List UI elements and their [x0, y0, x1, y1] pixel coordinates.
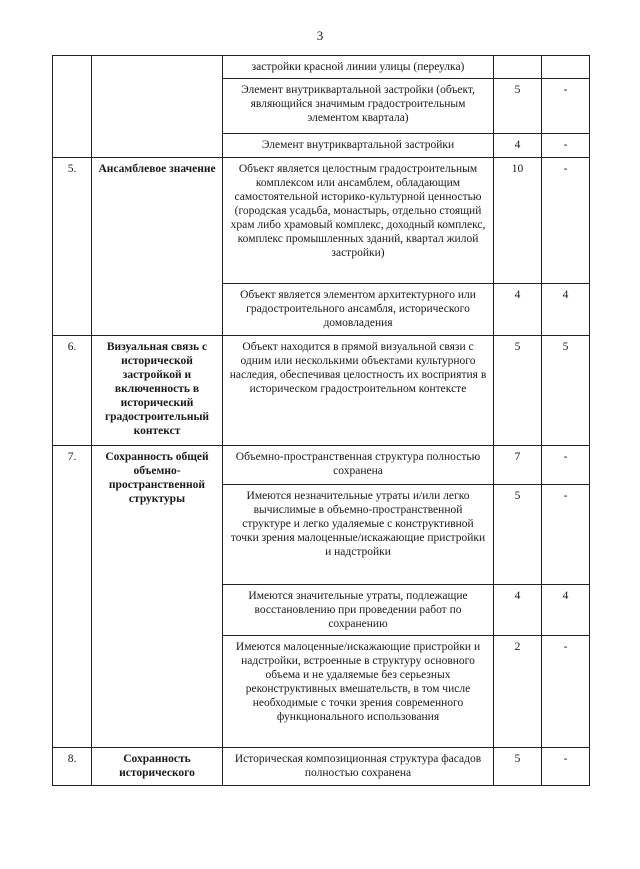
- score-primary: 4: [494, 585, 542, 636]
- table-row: [53, 336, 590, 446]
- score-primary: 7: [494, 446, 542, 485]
- section-name: Визуальная связь с исторической застройкой и включенность в исторический градостроительный контекст: [92, 336, 223, 446]
- criteria-table: [52, 55, 590, 786]
- criterion-description: Элемент внутриквартальной застройки: [223, 134, 494, 158]
- criterion-description: Элемент внутриквартальной застройки (объект, являющийся значимым градостроительным элементом квартала): [223, 79, 494, 134]
- score-secondary: -: [542, 485, 590, 585]
- score-secondary: 4: [542, 585, 590, 636]
- table-row: [53, 56, 590, 79]
- score-secondary: -: [542, 748, 590, 786]
- criterion-description: застройки красной линии улицы (переулка): [223, 56, 494, 79]
- score-secondary: 4: [542, 284, 590, 336]
- score-primary: 4: [494, 284, 542, 336]
- section-name: Сохранность исторического: [92, 748, 223, 786]
- score-secondary: [542, 56, 590, 79]
- section-number: 8.: [53, 748, 92, 786]
- section-number-cell: [53, 56, 92, 158]
- table-row: [53, 748, 590, 786]
- criterion-description: Объект является элементом архитектурного или градостроительного ансамбля, исторического домовладения: [223, 284, 494, 336]
- criterion-description: Объект является целостным градостроительным комплексом или ансамблем, обладающим самостоятельной историко-культурной ценностью (городская усадьба, монастырь, отдельно стоящий храм либо храмовый комплекс, доходный комплекс, комплекс промышленных зданий, квартал жилой застройки): [223, 158, 494, 284]
- criterion-description: Имеются малоценные/искажающие пристройки и надстройки, встроенные в структуру основного объема и не удаляемые без серьезных реконструктивных вмешательств, в том числе необходимые с точки зрения современного функционального использования: [223, 636, 494, 748]
- score-primary: 10: [494, 158, 542, 284]
- criterion-description: Историческая композиционная структура фасадов полностью сохранена: [223, 748, 494, 786]
- section-number: 6.: [53, 336, 92, 446]
- section-name-cell: [92, 56, 223, 158]
- section-number: 5.: [53, 158, 92, 336]
- criterion-description: Объемно-пространственная структура полностью сохранена: [223, 446, 494, 485]
- score-secondary: -: [542, 636, 590, 748]
- criterion-description: Имеются значительные утраты, подлежащие восстановлению при проведении работ по сохранению: [223, 585, 494, 636]
- score-primary: 5: [494, 79, 542, 134]
- table-row: [53, 158, 590, 284]
- score-primary: 2: [494, 636, 542, 748]
- section-name: Ансамблевое значение: [92, 158, 223, 336]
- score-primary: 5: [494, 485, 542, 585]
- criterion-description: Объект находится в прямой визуальной связи с одним или несколькими объектами культурного наследия, обеспечивая целостность их восприятия в историческом градостроительном контексте: [223, 336, 494, 446]
- table-row: [53, 446, 590, 485]
- section-name: Сохранность общей объемно-пространственной структуры: [92, 446, 223, 748]
- section-number: 7.: [53, 446, 92, 748]
- score-primary: 4: [494, 134, 542, 158]
- score-primary: 5: [494, 336, 542, 446]
- score-secondary: -: [542, 446, 590, 485]
- score-secondary: -: [542, 134, 590, 158]
- score-secondary: 5: [542, 336, 590, 446]
- score-primary: 5: [494, 748, 542, 786]
- score-primary: [494, 56, 542, 79]
- criterion-description: Имеются незначительные утраты и/или легко вычислимые в объемно-пространственной структуре и легко удаляемые с конструктивной точки зрения малоценные/искажающие пристройки и надстройки: [223, 485, 494, 585]
- score-secondary: -: [542, 158, 590, 284]
- score-secondary: -: [542, 79, 590, 134]
- page-number: 3: [316, 28, 324, 43]
